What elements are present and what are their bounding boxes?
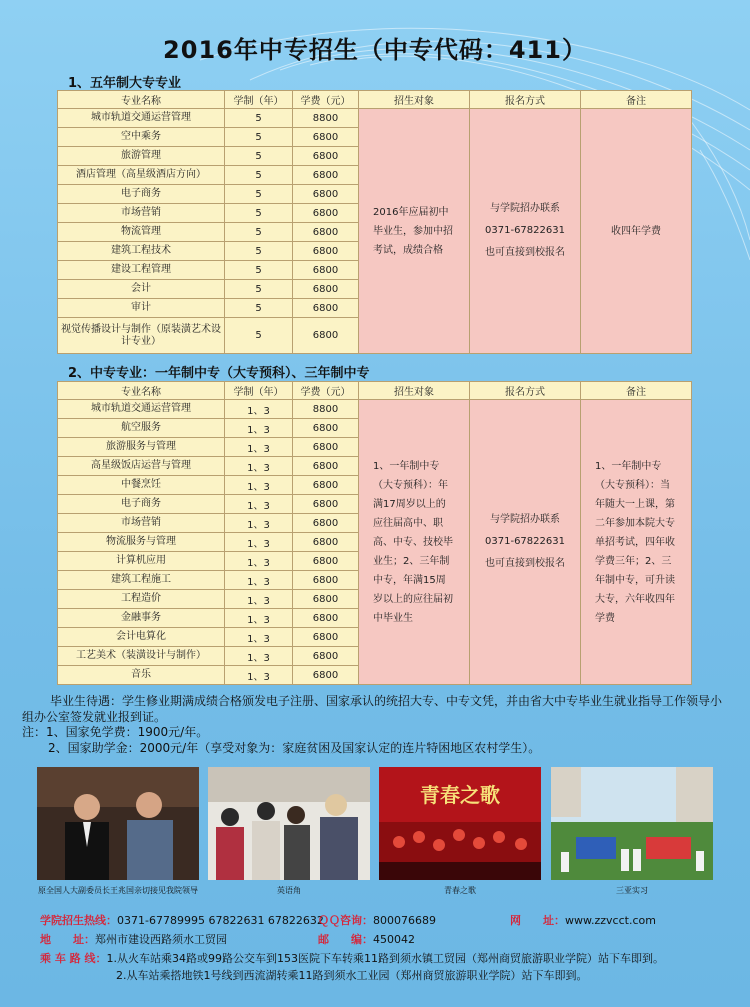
years-cell: 5	[225, 147, 293, 166]
target-cell-text: 1、一年制中专（大专预科）：年满17周岁以上的应往届高中、职高、中专、技校毕业生；2、三年制中专，年满15周岁以上的应往届初中毕业生	[373, 460, 453, 624]
major-name-cell: 物流管理	[58, 223, 225, 242]
notes-line3: 2、国家助学金：2000元/年（享受对象为：家庭贫困及国家认定的连片特困地区农村学生）。	[48, 740, 541, 755]
years-cell: 5	[225, 299, 293, 318]
page-title: 2016年中专招生（中专代码：411）	[163, 36, 587, 64]
header-apply: 报名方式	[470, 91, 581, 109]
years-cell: 1、3	[225, 609, 293, 628]
section1-heading: 1、五年制大专专业	[68, 76, 182, 91]
major-name-cell: 会计	[58, 280, 225, 299]
years-cell: 5	[225, 242, 293, 261]
major-name-cell: 酒店管理（高星级酒店方向）	[58, 166, 225, 185]
fee-cell: 6800	[293, 457, 359, 476]
zip-value: 450042	[373, 933, 415, 946]
years-cell: 1、3	[225, 590, 293, 609]
years-cell: 1、3	[225, 400, 293, 419]
years-cell: 1、3	[225, 438, 293, 457]
major-name-cell: 中餐烹饪	[58, 476, 225, 495]
target-cell	[359, 109, 470, 354]
fee-cell: 6800	[293, 666, 359, 685]
fee-cell: 8800	[293, 400, 359, 419]
fee-cell: 8800	[293, 109, 359, 128]
table-row	[58, 400, 692, 419]
photo-caption: 青春之歌	[444, 886, 476, 895]
fee-cell: 6800	[293, 476, 359, 495]
fee-cell: 6800	[293, 533, 359, 552]
header-years: 学制（年）	[225, 382, 293, 400]
apply-cell	[470, 109, 581, 354]
major-name-cell: 建设工程管理	[58, 261, 225, 280]
major-name-cell: 城市轨道交通运营管理	[58, 109, 225, 128]
five-year-table	[57, 90, 692, 354]
header-apply: 报名方式	[470, 382, 581, 400]
fee-cell: 6800	[293, 628, 359, 647]
major-name-cell: 计算机应用	[58, 552, 225, 571]
years-cell: 5	[225, 261, 293, 280]
address-value: 郑州市建设西路须水工贸园	[95, 933, 227, 946]
header-remark: 备注	[581, 91, 692, 109]
table-row	[58, 109, 692, 128]
fee-cell: 6800	[293, 552, 359, 571]
major-name-cell: 金融事务	[58, 609, 225, 628]
years-cell: 5	[225, 204, 293, 223]
major-name-cell: 音乐	[58, 666, 225, 685]
remark-cell-text: 1、一年制中专（大专预科）：当年随大一上课，第二年参加本院大专单招考试，四年收学费三年；2、三年制中专，可升读大专，六年收四年学费	[595, 460, 675, 624]
remark-cell	[581, 109, 692, 354]
years-cell: 1、3	[225, 628, 293, 647]
years-cell: 5	[225, 280, 293, 299]
photo-banner-text: 青春之歌	[420, 783, 500, 807]
fee-cell: 6800	[293, 185, 359, 204]
address-label: 地 址：	[40, 933, 95, 946]
major-name-cell: 工艺美术（装潢设计与制作）	[58, 647, 225, 666]
fee-cell: 6800	[293, 590, 359, 609]
major-name-cell: 视觉传播设计与制作（原装潢艺术设计专业）	[58, 318, 225, 354]
fee-cell: 6800	[293, 419, 359, 438]
photo-english-corner	[208, 767, 370, 880]
major-name-cell: 城市轨道交通运营管理	[58, 400, 225, 419]
fee-cell: 6800	[293, 647, 359, 666]
years-cell: 5	[225, 109, 293, 128]
hotline-label: 学院招生热线：	[40, 914, 117, 927]
major-name-cell: 审计	[58, 299, 225, 318]
major-name-cell: 航空服务	[58, 419, 225, 438]
notes-line2: 注：1、国家免学费：1900元/年。	[22, 725, 209, 739]
graduate-notes	[22, 694, 732, 756]
table-header-row	[58, 91, 692, 109]
header-fee: 学费（元）	[293, 382, 359, 400]
fee-cell: 6800	[293, 204, 359, 223]
major-name-cell: 空中乘务	[58, 128, 225, 147]
major-name-cell: 物流服务与管理	[58, 533, 225, 552]
remark-cell-text: 收四年学费	[611, 225, 661, 237]
major-name-cell: 电子商务	[58, 185, 225, 204]
header-fee: 学费（元）	[293, 91, 359, 109]
major-name-cell: 旅游服务与管理	[58, 438, 225, 457]
years-cell: 1、3	[225, 419, 293, 438]
years-cell: 1、3	[225, 495, 293, 514]
fee-cell: 6800	[293, 609, 359, 628]
major-name-cell: 高星级饭店运营与管理	[58, 457, 225, 476]
header-target: 招生对象	[359, 91, 470, 109]
apply-line: 也可直接到校报名	[485, 247, 565, 258]
secondary-table	[57, 381, 692, 685]
apply-line: 与学院招办联系	[490, 514, 560, 525]
years-cell: 1、3	[225, 514, 293, 533]
major-name-cell: 建筑工程施工	[58, 571, 225, 590]
photo-caption: 英语角	[277, 886, 301, 895]
photo-youth-song	[379, 767, 541, 880]
photo-caption: 三亚实习	[616, 886, 648, 895]
fee-cell: 6800	[293, 128, 359, 147]
qq-value: 800076689	[373, 914, 436, 927]
zip-label: 邮 编：	[318, 933, 373, 946]
hotline-value: 0371-67789995 67822631 67822632	[117, 914, 324, 927]
photo-sanya-internship	[551, 767, 713, 880]
fee-cell: 6800	[293, 242, 359, 261]
header-major: 专业名称	[58, 382, 225, 400]
header-years: 学制（年）	[225, 91, 293, 109]
fee-cell: 6800	[293, 495, 359, 514]
years-cell: 5	[225, 318, 293, 354]
target-cell	[359, 400, 470, 685]
apply-line: 0371-67822631	[485, 225, 565, 236]
photo-leader-meeting	[37, 767, 199, 880]
website-value[interactable]: www.zzvcct.com	[565, 914, 656, 927]
fee-cell: 6800	[293, 147, 359, 166]
major-name-cell: 工程造价	[58, 590, 225, 609]
fee-cell: 6800	[293, 571, 359, 590]
header-remark: 备注	[581, 382, 692, 400]
apply-cell	[470, 400, 581, 685]
remark-cell	[581, 400, 692, 685]
table-header-row	[58, 382, 692, 400]
apply-line: 0371-67822631	[485, 536, 565, 547]
fee-cell: 6800	[293, 514, 359, 533]
years-cell: 5	[225, 128, 293, 147]
notes-line1: 毕业生待遇：学生修业期满成绩合格颁发电子注册、国家承认的统招大专、中专文凭，并由省大中专毕业生就业指导工作领导小组办公室签发就业报到证。	[22, 694, 723, 724]
photo-caption: 原全国人大副委员长王兆国亲切接见我院领导	[38, 886, 198, 895]
fee-cell: 6800	[293, 318, 359, 354]
fee-cell: 6800	[293, 299, 359, 318]
route-label: 乘 车 路 线：	[40, 952, 107, 965]
apply-line: 与学院招办联系	[490, 203, 560, 214]
header-major: 专业名称	[58, 91, 225, 109]
fee-cell: 6800	[293, 223, 359, 242]
target-cell-text: 2016年应届初中毕业生，参加中招考试，成绩合格	[373, 206, 453, 256]
fee-cell: 6800	[293, 438, 359, 457]
header-target: 招生对象	[359, 382, 470, 400]
years-cell: 1、3	[225, 457, 293, 476]
photo-gallery	[37, 767, 713, 897]
years-cell: 5	[225, 185, 293, 204]
route-line2: 2.从车站乘搭地铁1号线到西流湖转乘11路到须水工业园（郑州商贸旅游职业学院）站下车即到。	[116, 969, 588, 982]
major-name-cell: 市场营销	[58, 514, 225, 533]
years-cell: 1、3	[225, 666, 293, 685]
section2-heading: 2、中专专业：一年制中专（大专预科）、三年制中专	[68, 366, 370, 381]
fee-cell: 6800	[293, 261, 359, 280]
years-cell: 1、3	[225, 647, 293, 666]
major-name-cell: 电子商务	[58, 495, 225, 514]
major-name-cell: 旅游管理	[58, 147, 225, 166]
apply-line: 也可直接到校报名	[485, 558, 565, 569]
years-cell: 5	[225, 166, 293, 185]
years-cell: 1、3	[225, 552, 293, 571]
years-cell: 1、3	[225, 533, 293, 552]
major-name-cell: 会计电算化	[58, 628, 225, 647]
fee-cell: 6800	[293, 166, 359, 185]
fee-cell: 6800	[293, 280, 359, 299]
years-cell: 5	[225, 223, 293, 242]
route-line1: 1.从火车站乘34路或99路公交车到153医院下车转乘11路到须水镇工贸园（郑州商贸旅游职业学院）站下车即到。	[106, 952, 664, 965]
major-name-cell: 市场营销	[58, 204, 225, 223]
years-cell: 1、3	[225, 571, 293, 590]
years-cell: 1、3	[225, 476, 293, 495]
qq-label: ＱＱ咨询：	[318, 914, 373, 927]
website-label: 网 址：	[510, 914, 565, 927]
major-name-cell: 建筑工程技术	[58, 242, 225, 261]
